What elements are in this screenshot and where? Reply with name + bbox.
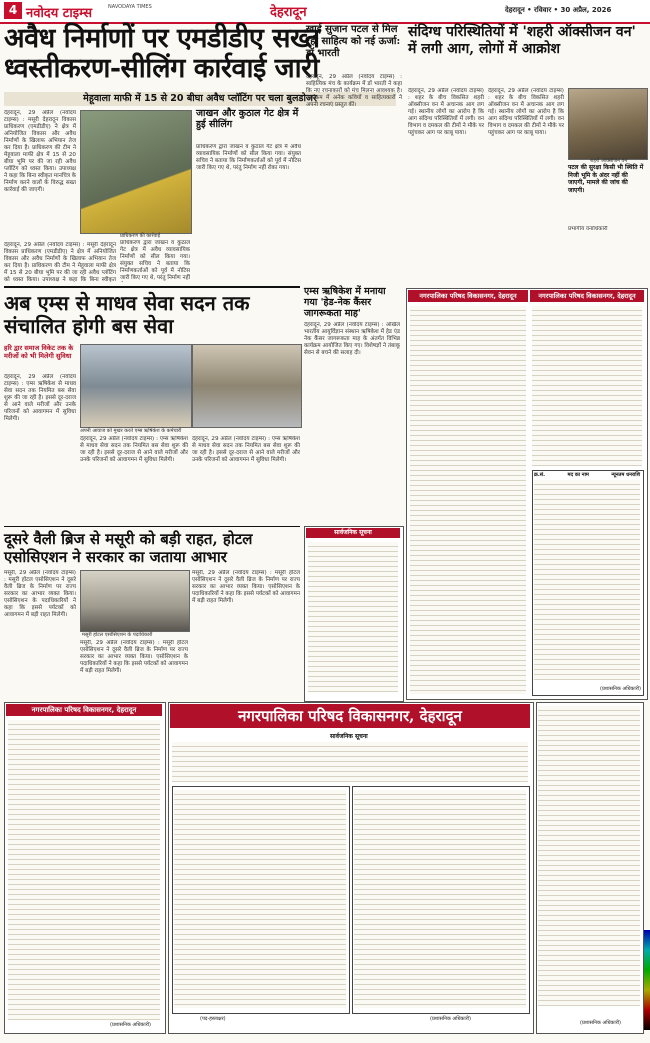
valley-bridge-body-col2: मसूरी, 29 अप्रैल (नवोदय टाइम्स) : मसूरी होटल एसोसिएशन ने दूसरे वैली ब्रिज के निर्माण पर राज्य सरकार का आभार व्यक्त किया। एसोसिएशन के पदाधिकारियों ने कहा कि इससे पर्यटकों को आवागमन में बड़ी राहत मिलेगी। xyxy=(80,640,188,674)
fire-pull-quote: पटल की सुरक्षा किसी भी स्थिति में निजी भूमि के अंदर नहीं की जाएगी, मामले की जांच की जाएगी। xyxy=(568,164,644,194)
dateline: देहरादून • रविवार • 30 अप्रैल, 2026 xyxy=(505,6,612,14)
city-name: देहरादून xyxy=(270,5,307,20)
notice-signature-bottom-left: (प्रशासनिक अधिकारी) xyxy=(110,1022,151,1028)
valley-bridge-photo-caption: मसूरी होटल एसोसिएशन के पदाधिकारी xyxy=(82,632,153,638)
notice-text-bottom-left xyxy=(8,720,160,1020)
notice-signature-bottom-right: (प्रशासनिक अधिकारी) xyxy=(580,1020,621,1026)
cancer-awareness-headline: एम्स ऋषिकेश में मनाया गया 'हेड-नेक कैंसर जागरूकता माह' xyxy=(304,286,386,319)
bus-service-body-col3: देहरादून, 29 अप्रैल (नवोदय टाइम्स) : एम्स ऋषिकेश से माधव सेवा सदन तक नियमित बस सेवा शुरू की जा रही है। इससे दूर-दराज से आने वाले मरीजों और उनके परिजनों को आवागमन में सुविधा मिलेगी। xyxy=(192,436,300,463)
page-number: 4 xyxy=(4,2,22,19)
notice-title-right-2: नगरपालिका परिषद विकासनगर, देहरादून xyxy=(530,290,644,302)
lead-body-2: देहरादून, 29 अप्रैल (नवोदय टाइम्स) : मसूरी देहरादून विकास प्राधिकरण (एमडीडीए) ने क्षेत्र में अनियोजित विकास और अवैध निर्माणों के खिलाफ अभियान तेज कर दिया है। प्राधिकरण की टीम ने मेहूवाला माफी क्षेत्र में 15 से 20 बीघा भूमि पर की जा रही अवैध प्लॉटिंग को ध्वस्त किया। उपाध्यक्ष ने कहा कि बिना स्वीकृत xyxy=(4,242,116,282)
notice-title-bottom-center: नगरपालिका परिषद विकासनगर, देहरादून xyxy=(170,704,530,728)
notice-title-bottom-left: नगरपालिका परिषद विकासनगर, देहरादून xyxy=(6,704,162,716)
side-story-headline: जाखन और कुठाल गेट क्षेत्र में हुई सीलिंग xyxy=(196,108,299,130)
table-header-item: मद का नाम xyxy=(567,472,589,478)
notice-label-center: सार्वजनिक सूचना xyxy=(330,733,368,740)
valley-bridge-headline: दूसरे वैली ब्रिज से मसूरी को बड़ी राहत, होटल एसोसिएशन ने सरकार का जताया आभार xyxy=(4,530,253,566)
fire-photo-caption: शहरी ऑक्सीजन वन xyxy=(590,158,628,164)
table-header-serial: क्र.सं. xyxy=(534,472,546,478)
notice-table-rows xyxy=(534,480,640,680)
bus-service-body: देहरादून, 29 अप्रैल (नवोदय टाइम्स) : एम्स ऋषिकेश से माधव सेवा सदन तक नियमित बस सेवा शुरू की जा रही है। इससे दूर-दराज से आने वाले मरीजों और उनके परिजनों को आवागमन में सुविधा मिलेगी। xyxy=(4,374,76,422)
notice-table-header xyxy=(534,472,640,478)
print-color-bar xyxy=(644,930,650,1030)
fire-body-col1: देहरादून, 29 अप्रैल (नवोदय टाइम्स) : शहर के बीच विकसित शहरी ऑक्सीजन वन में अचानक आग लग गई। स्थानीय लोगों का आरोप है कि आग संदिग्ध परिस्थितियों में लगी। वन विभाग व दमकल की टीमों ने मौके पर पहुंचकर आग पर काबू पाया। xyxy=(408,88,484,136)
employees-photo xyxy=(192,344,302,428)
notice-label: सार्वजनिक सूचना xyxy=(306,528,400,538)
bus-service-photo-caption: अपनी आवाज को मुखर करते एम्स ऋषिकेश के कर्मचारी xyxy=(80,428,182,434)
brand-tagline: NAVODAYA TIMES xyxy=(108,4,152,10)
literature-headline: खाई सुजान पटल से मिल रही साहित्य को नई ऊर्जा: डॉ भारती xyxy=(306,24,401,59)
side-story-body: प्राधिकरण द्वारा जाखन व कुठाल गेट क्षेत्र में अवैध व्यावसायिक निर्माणों को सील किया गया। संयुक्त सचिव ने बताया कि निर्माणकर्ताओं को पूर्व में नोटिस जारी किए गए थे, परंतु निर्माण नहीं रोका गया। xyxy=(196,144,301,171)
fire-headline: संदिग्ध परिस्थितियों में 'शहरी ऑक्सीजन वन' में लगी आग, लोगों में आक्रोश xyxy=(408,24,636,57)
bus-service-body-col2: देहरादून, 29 अप्रैल (नवोदय टाइम्स) : एम्स ऋषिकेश से माधव सेवा सदन तक नियमित बस सेवा शुरू की जा रही है। इससे दूर-दराज से आने वाले मरीजों और उनके परिजनों को आवागमन में सुविधा मिलेगी। xyxy=(80,436,188,463)
notice-text xyxy=(308,542,398,692)
literature-body: देहरादून, 29 अप्रैल (नवोदय टाइम्स) : साहित्यिक मंच के कार्यक्रम में डॉ भारती ने कहा कि नए रचनाकारों को मंच मिलना आवश्यक है। कार्यक्रम में अनेक कवियों व साहित्यकारों ने अपनी रचनाएं प्रस्तुत कीं। xyxy=(306,74,402,108)
notice-sign-name-center: (पद-हस्ताक्षर) xyxy=(200,1016,226,1022)
divider xyxy=(4,286,300,288)
cancer-awareness-body: देहरादून, 29 अप्रैल (नवोदय टाइम्स) : अखिल भारतीय आयुर्विज्ञान संस्थान ऋषिकेश में हेड एंड नेक कैंसर जागरूकता माह के अंतर्गत विभिन्न कार्यक्रम आयोजित किए गए। विशेषज्ञों ने तंबाकू सेवन से बचने की सलाह दी। xyxy=(304,322,400,356)
lead-subheadline: मेहूवाला माफी में 15 से 20 बीघा अवैध प्लॉटिंग पर चला बुलडोजर xyxy=(4,92,396,106)
notice-table-center-left-rows xyxy=(174,790,346,1008)
notice-text-right-1 xyxy=(410,306,526,694)
notice-text-center xyxy=(172,742,528,782)
fire-quote-attrib: प्रभागीय वनाधिकारी xyxy=(568,226,608,232)
lead-body: देहरादून, 29 अप्रैल (नवोदय टाइम्स) : मसूरी देहरादून विकास प्राधिकरण (एमडीडीए) ने क्षेत्र में अनियोजित विकास और अवैध निर्माणों के खिलाफ अभियान तेज कर दिया है। प्राधिकरण की टीम ने मेहूवाला माफी क्षेत्र में 15 से 20 बीघा भूमि पर की जा रही अवैध प्लॉटिंग को ध्वस्त किया। उपाध्यक्ष ने कहा कि बिना स्वीकृत मानचित्र के निर्माण करने वालों के विरुद्ध सख्त कार्रवाई की जाएगी। xyxy=(4,110,76,193)
fire-body-col2: देहरादून, 29 अप्रैल (नवोदय टाइम्स) : शहर के बीच विकसित शहरी ऑक्सीजन वन में अचानक आग लग गई। स्थानीय लोगों का आरोप है कि आग संदिग्ध परिस्थितियों में लगी। वन विभाग व दमकल की टीमों ने मौके पर पहुंचकर आग पर काबू पाया। xyxy=(488,88,564,136)
lead-body-cont: प्राधिकरण द्वारा जाखन व कुठाल गेट क्षेत्र में अवैध व्यावसायिक निर्माणों को सील किया गया। संयुक्त सचिव ने बताया कि निर्माणकर्ताओं को पूर्व में नोटिस जारी किए गए थे, परंतु निर्माण नहीं xyxy=(120,240,190,281)
valley-bridge-body-col3: मसूरी, 29 अप्रैल (नवोदय टाइम्स) : मसूरी होटल एसोसिएशन ने दूसरे वैली ब्रिज के निर्माण पर राज्य सरकार का आभार व्यक्त किया। एसोसिएशन के पदाधिकारियों ने कहा कि इससे पर्यटकों को आवागमन में बड़ी राहत मिलेगी। xyxy=(192,570,300,604)
brand-logo: नवोदय टाइम्स xyxy=(26,6,93,21)
notice-title-right-1: नगरपालिका परिषद विकासनगर, देहरादून xyxy=(408,290,528,302)
table-header-amount: न्यूनतम धनराशि xyxy=(611,472,640,478)
lead-headline: अवैध निर्माणों पर एमडीडीए सख्त ध्वस्तीकरण-सीलिंग कार्रवाई जारी xyxy=(4,23,320,84)
notice-signature-center: (प्रशासनिक अधिकारी) xyxy=(430,1016,471,1022)
notice-text-bottom-right xyxy=(538,706,640,1006)
forest-fire-photo xyxy=(568,88,648,160)
valley-bridge-body: मसूरी, 29 अप्रैल (नवोदय टाइम्स) : मसूरी होटल एसोसिएशन ने दूसरे वैली ब्रिज के निर्माण पर राज्य सरकार का आभार व्यक्त किया। एसोसिएशन के पदाधिकारियों ने कहा कि इससे पर्यटकों को आवागमन में बड़ी राहत मिलेगी। xyxy=(4,570,76,618)
bus-service-photo xyxy=(80,344,192,428)
hotel-association-photo xyxy=(80,570,190,632)
bulldozer-photo xyxy=(80,110,192,234)
bus-service-subhead: हरि द्वार समाज विकेट तक के मरीजों को भी मिलेगी सुविधा xyxy=(4,344,74,360)
notice-signature-right: (प्रशासनिक अधिकारी) xyxy=(600,686,641,692)
notice-table-center-right-rows xyxy=(354,790,526,1008)
notice-text-right-2 xyxy=(532,306,642,466)
lead-photo-caption: प्राधिकरण की कार्रवाई xyxy=(120,233,161,239)
bus-service-headline: अब एम्स से माधव सेवा सदन तक संचालित होगी बस सेवा xyxy=(4,291,250,338)
divider xyxy=(4,526,300,527)
